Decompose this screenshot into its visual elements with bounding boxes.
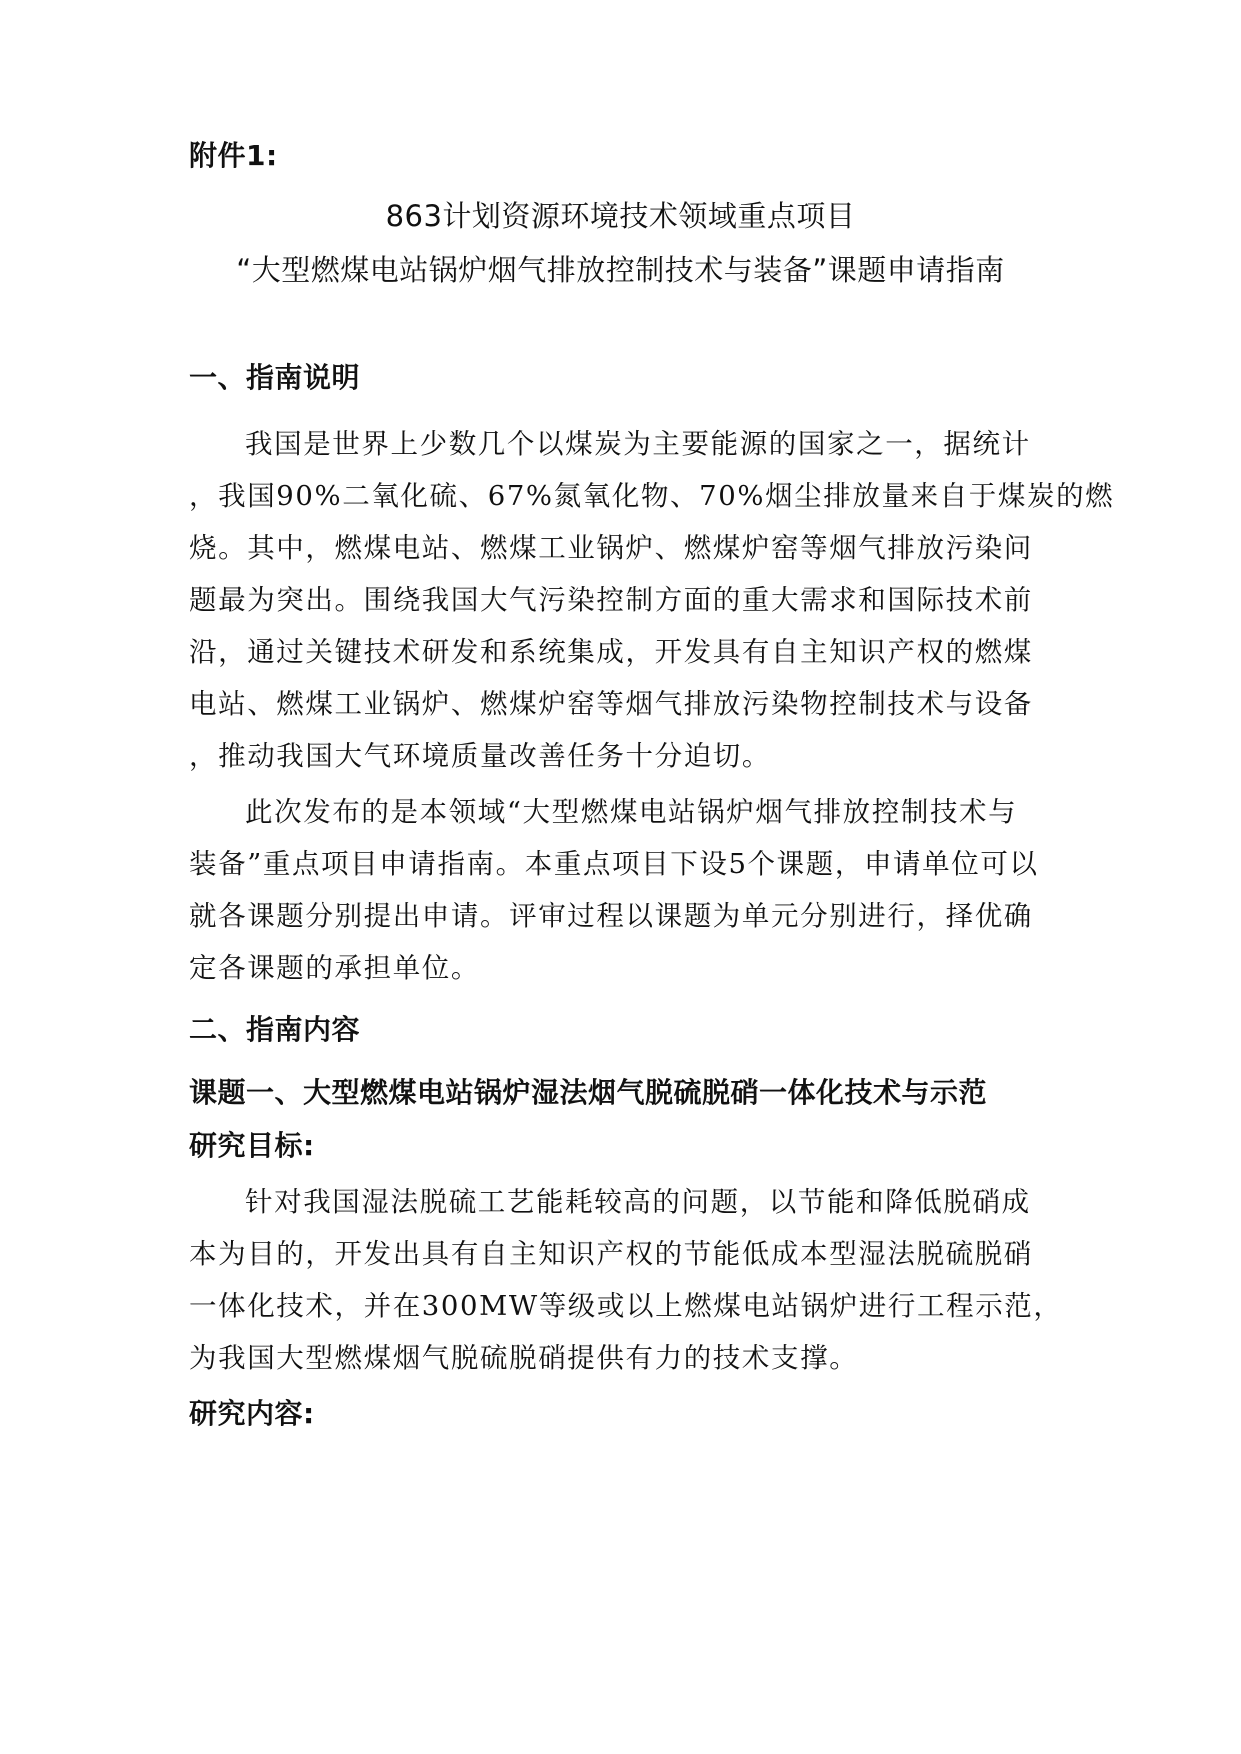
attachment-label: 附件1: — [189, 139, 278, 172]
topic-1-heading: 课题一、大型燃煤电站锅炉湿法烟气脱硫脱硝一体化技术与示范 — [189, 1076, 988, 1109]
goal-para-line-1: 针对我国湿法脱硫工艺能耗较高的问题，以节能和降低脱硝成 — [245, 1186, 1031, 1218]
title-line-1: 863计划资源环境技术领域重点项目 — [385, 199, 856, 233]
para-1-line-7: ，推动我国大气环境质量改善任务十分迫切。 — [189, 740, 771, 772]
para-1-line-4: 题最为突出。围绕我国大气污染控制方面的重大需求和国际技术前 — [189, 584, 1033, 616]
para-1-line-2: ，我国90%二氧化硫、67%氮氧化物、70%烟尘排放量来自于煤炭的燃 — [189, 480, 1115, 512]
para-1-line-5: 沿，通过关键技术研发和系统集成，开发具有自主知识产权的燃煤 — [189, 636, 1033, 668]
para-2-line-4: 定各课题的承担单位。 — [189, 952, 480, 984]
section-2-heading: 二、指南内容 — [189, 1013, 361, 1046]
title-line-2: “大型燃煤电站锅炉烟气排放控制技术与装备”课题申请指南 — [236, 253, 1005, 287]
research-goal-label: 研究目标: — [189, 1129, 315, 1162]
para-1-line-3: 烧。其中，燃煤电站、燃煤工业锅炉、燃煤炉窑等烟气排放污染问 — [189, 532, 1033, 564]
para-1-line-6: 电站、燃煤工业锅炉、燃煤炉窑等烟气排放污染物控制技术与设备 — [189, 688, 1033, 720]
section-1-heading: 一、指南说明 — [189, 361, 361, 394]
goal-para-line-4: 为我国大型燃煤烟气脱硫脱硝提供有力的技术支撑。 — [189, 1342, 859, 1374]
para-2-line-1: 此次发布的是本领域“大型燃煤电站锅炉烟气排放控制技术与 — [245, 796, 1018, 828]
para-2-line-3: 就各课题分别提出申请。评审过程以课题为单元分别进行，择优确 — [189, 900, 1033, 932]
para-2-line-2: 装备”重点项目申请指南。本重点项目下设5个课题，申请单位可以 — [189, 848, 1039, 880]
goal-para-line-3: 一体化技术，并在300MW等级或以上燃煤电站锅炉进行工程示范， — [189, 1290, 1063, 1322]
para-1-line-1: 我国是世界上少数几个以煤炭为主要能源的国家之一，据统计 — [245, 428, 1031, 460]
research-content-label: 研究内容: — [189, 1397, 315, 1430]
goal-para-line-2: 本为目的，开发出具有自主知识产权的节能低成本型湿法脱硫脱硝 — [189, 1238, 1033, 1270]
